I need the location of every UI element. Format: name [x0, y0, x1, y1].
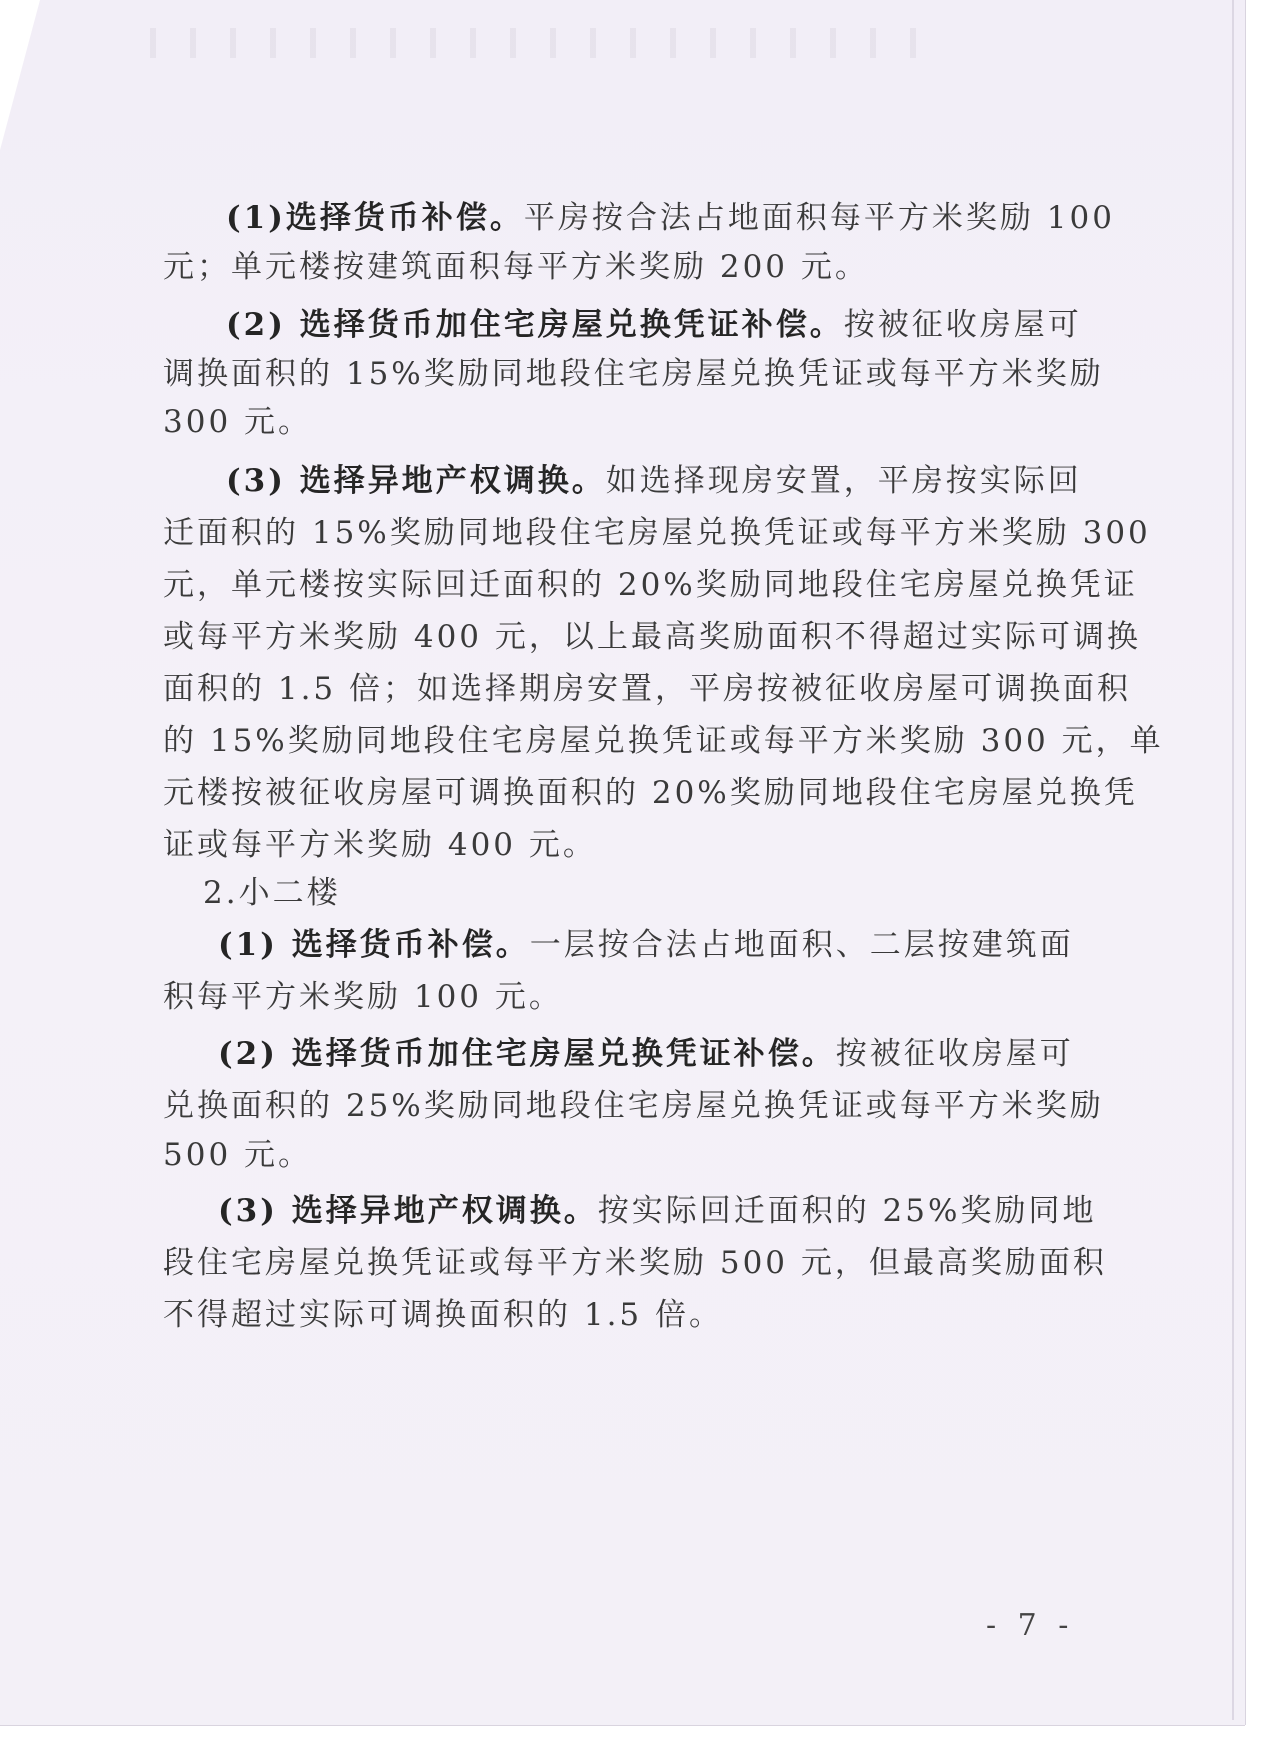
paragraph-5-line-3: 500 元。: [163, 1137, 313, 1173]
paragraph-1-heading: (1)选择货币补偿。: [226, 200, 524, 236]
paragraph-3-text: 如选择现房安置，平房按实际回: [605, 463, 1082, 499]
paragraph-3-line-8: 证或每平方米奖励 400 元。: [163, 827, 597, 863]
folded-corner: [0, 0, 40, 150]
paragraph-3-line-1: [226, 460, 1082, 502]
paragraph-3-line-5: 面积的 1.5 倍；如选择期房安置，平房按被征收房屋可调换面积: [163, 671, 1132, 707]
paragraph-5-line-2: 兑换面积的 25%奖励同地段住宅房屋兑换凭证或每平方米奖励: [163, 1088, 1104, 1124]
paragraph-2-text: 按被征收房屋可: [843, 307, 1082, 343]
paragraph-2-line-3: 300 元。: [163, 404, 313, 440]
paragraph-3-line-2: 迁面积的 15%奖励同地段住宅房屋兑换凭证或每平方米奖励 300: [163, 515, 1151, 551]
paragraph-4-text: 一层按合法占地面积、二层按建筑面: [529, 927, 1074, 963]
paragraph-1-line-2: 元；单元楼按建筑面积每平方米奖励 200 元。: [163, 249, 869, 285]
show-through-text: [150, 28, 950, 58]
paragraph-4-line-2: 积每平方米奖励 100 元。: [163, 979, 563, 1015]
paragraph-4-heading: (1) 选择货币补偿。: [218, 927, 530, 963]
page-number: - 7 -: [986, 1608, 1075, 1643]
section-heading: 2.小二楼: [203, 875, 341, 911]
page-edge: [1232, 0, 1234, 1720]
paragraph-6-line-1: [218, 1190, 1096, 1232]
paragraph-6-line-2: 段住宅房屋兑换凭证或每平方米奖励 500 元，但最高奖励面积: [163, 1245, 1107, 1281]
paragraph-2-line-1: [226, 304, 1082, 346]
paragraph-3-line-3: 元，单元楼按实际回迁面积的 20%奖励同地段住宅房屋兑换凭证: [163, 567, 1138, 603]
paragraph-3-line-4: 或每平方米奖励 400 元，以上最高奖励面积不得超过实际可调换: [163, 619, 1141, 655]
paragraph-2-heading: (2) 选择货币加住宅房屋兑换凭证补偿。: [226, 307, 844, 343]
paragraph-2-line-2: 调换面积的 15%奖励同地段住宅房屋兑换凭证或每平方米奖励: [163, 356, 1104, 392]
paragraph-6-text: 按实际回迁面积的 25%奖励同地: [597, 1193, 1097, 1229]
paragraph-3-line-7: 元楼按被征收房屋可调换面积的 20%奖励同地段住宅房屋兑换凭: [163, 775, 1138, 811]
paragraph-6-heading: (3) 选择异地产权调换。: [218, 1193, 598, 1229]
paragraph-5-text: 按被征收房屋可: [835, 1036, 1074, 1072]
paragraph-6-line-3: 不得超过实际可调换面积的 1.5 倍。: [163, 1297, 724, 1333]
paragraph-4-line-1: [218, 924, 1074, 966]
paragraph-1-text: 平房按合法占地面积每平方米奖励 100: [523, 200, 1115, 236]
paragraph-5-heading: (2) 选择货币加住宅房屋兑换凭证补偿。: [218, 1036, 836, 1072]
paragraph-1-line-1: [226, 197, 1115, 239]
paragraph-3-heading: (3) 选择异地产权调换。: [226, 463, 606, 499]
paragraph-5-line-1: [218, 1033, 1074, 1075]
paragraph-3-line-6: 的 15%奖励同地段住宅房屋兑换凭证或每平方米奖励 300 元，单: [163, 723, 1164, 759]
